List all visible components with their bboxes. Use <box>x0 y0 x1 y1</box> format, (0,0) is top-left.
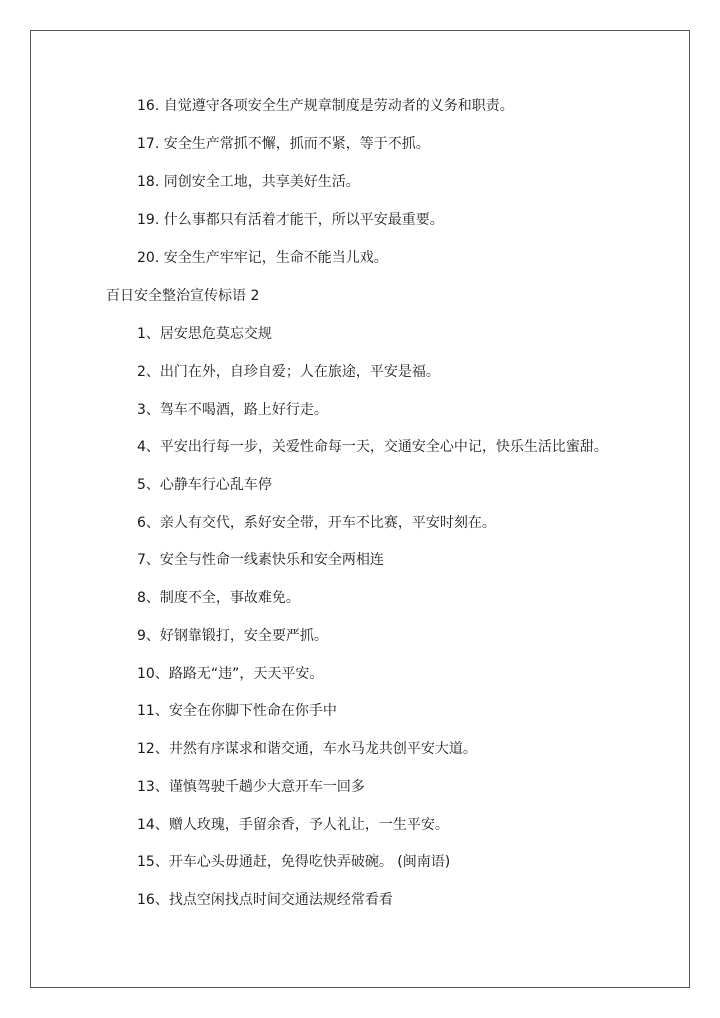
list-item: 4、平安出行每一步，关爱性命每一天，交通安全心中记，快乐生活比蜜甜。 <box>137 439 608 455</box>
list-item: 6、亲人有交代，系好安全带，开车不比赛，平安时刻在。 <box>137 515 496 531</box>
list-item: 16. 自觉遵守各项安全生产规章制度是劳动者的义务和职责。 <box>137 98 514 114</box>
list-item: 12、井然有序谋求和谐交通，车水马龙共创平安大道。 <box>137 741 477 757</box>
list-item: 11、安全在你脚下性命在你手中 <box>137 703 337 719</box>
list-item: 14、赠人玫瑰，手留余香，予人礼让，一生平安。 <box>137 817 449 833</box>
list-item: 5、心静车行心乱车停 <box>137 477 272 493</box>
list-item: 16、找点空闲找点时间交通法规经常看看 <box>137 892 393 908</box>
section-title: 百日安全整治宣传标语 2 <box>106 288 260 304</box>
list-item: 17. 安全生产常抓不懈，抓而不紧，等于不抓。 <box>137 136 430 152</box>
list-item: 9、好钢靠锻打，安全要严抓。 <box>137 628 328 644</box>
list-item: 18. 同创安全工地，共享美好生活。 <box>137 174 360 190</box>
list-item: 2、出门在外，自珍自爱；人在旅途，平安是福。 <box>137 364 440 380</box>
list-item: 15、开车心头毋通赶，免得吃快弄破碗。 (闽南语) <box>137 854 451 870</box>
list-item: 10、路路无“违”，天天平安。 <box>137 666 324 682</box>
list-item: 13、谨慎驾驶千趟少大意开车一回多 <box>137 779 365 795</box>
list-item: 3、驾车不喝酒，路上好行走。 <box>137 402 328 418</box>
page-border <box>30 30 690 988</box>
list-item: 20. 安全生产牢牢记，生命不能当儿戏。 <box>137 250 388 266</box>
list-item: 1、居安思危莫忘交规 <box>137 326 272 342</box>
list-item: 8、制度不全，事故难免。 <box>137 590 300 606</box>
list-item: 19. 什么事都只有活着才能干，所以平安最重要。 <box>137 212 444 228</box>
list-item: 7、安全与性命一线素快乐和安全两相连 <box>137 552 384 568</box>
